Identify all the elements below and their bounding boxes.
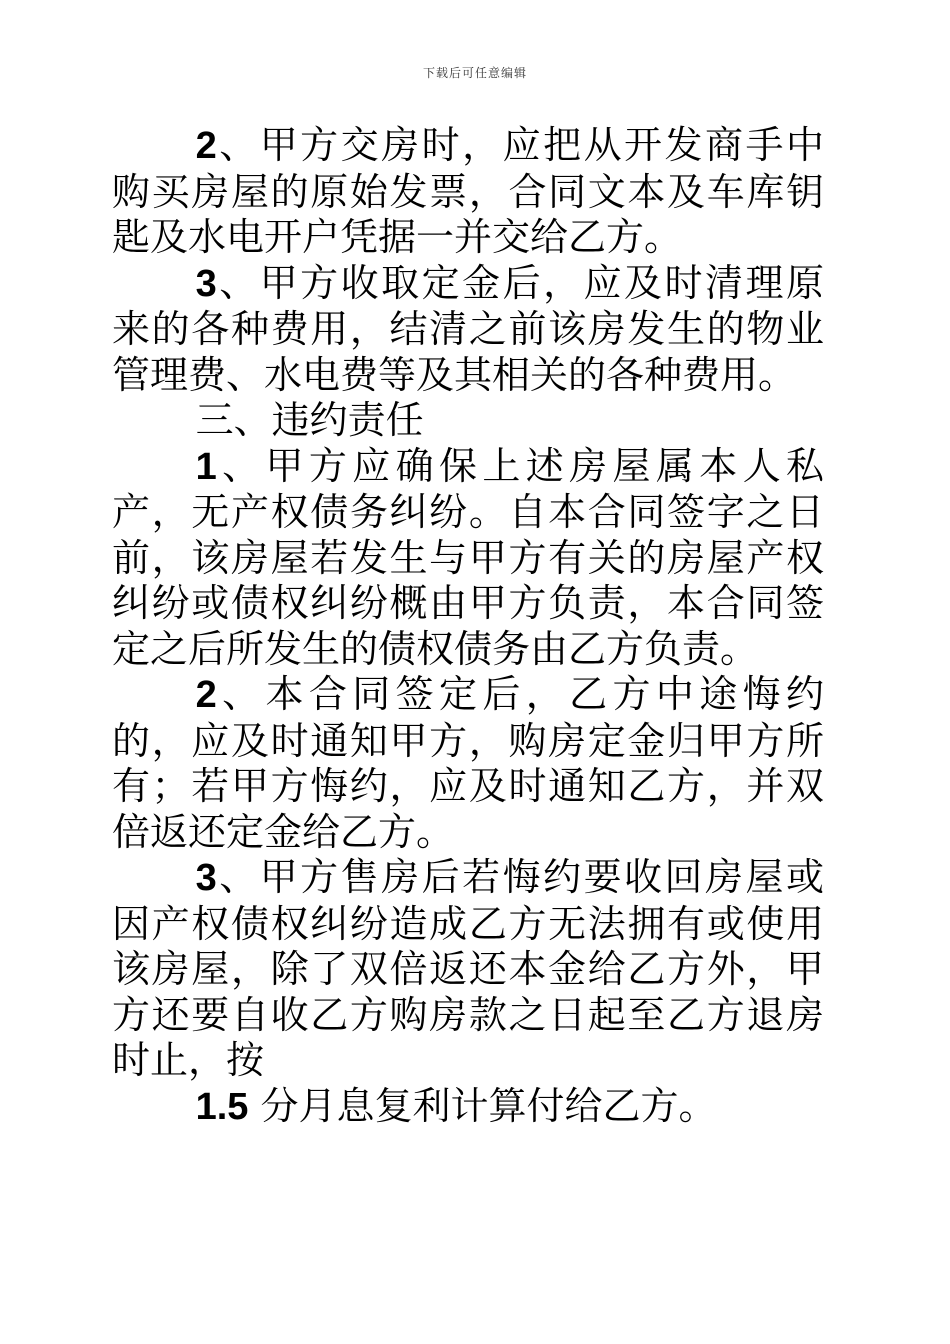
paragraph-property-guarantee [112,444,824,673]
clause-number: 3 [195,262,217,305]
paragraph-fee-settlement [112,261,824,399]
section-heading-liability [112,398,824,444]
paragraph-interest-rate [112,1084,824,1131]
clause-number: 2 [195,125,217,167]
interest-rate-value: 1.5 [195,1085,249,1128]
paragraph-delivery-docs [112,123,824,261]
clause-number: 3 [195,857,217,899]
section-heading-text: 三、违约责任 [195,398,424,442]
paragraph-text: 、甲方应确保上述房屋属本人私产，无产权债务纠纷。自本合同签字之日前，该房屋若发生与甲方有关的房屋产权纠纷或债权纠纷概由甲方负责，本合同签定之后所发生的债权债务由乙方负责。 [112,443,824,671]
clause-number: 1 [195,445,217,488]
paragraph-text: 、甲方收取定金后，应及时清理原来的各种费用，结清之前该房发生的物业管理费、水电费等及其相关的各种费用。 [112,260,824,397]
paragraph-text: 、甲方交房时，应把从开发商手中购买房屋的原始发票，合同文本及车库钥匙及水电开户凭据一并交给乙方。 [112,123,824,259]
page-header: 下载后可任意编辑 [422,66,527,80]
paragraph-text: 、本合同签定后，乙方中途悔约的，应及时通知甲方，购房定金归甲方所有；若甲方悔约，应及时通知乙方，并双倍返还定金给乙方。 [112,672,824,854]
paragraph-text: 分月息复利计算付给乙方。 [248,1083,717,1128]
clause-number: 2 [195,674,217,716]
paragraph-text: 、甲方售房后若悔约要收回房屋或因产权债权纠纷造成乙方无法拥有或使用该房屋，除了双倍返还本金给乙方外，甲方还要自收乙方购房款之日起至乙方退房时止，按 [112,855,824,1082]
document-body [112,123,824,1130]
paragraph-deposit-breach [112,672,824,855]
paragraph-repossession-penalty [112,855,824,1084]
